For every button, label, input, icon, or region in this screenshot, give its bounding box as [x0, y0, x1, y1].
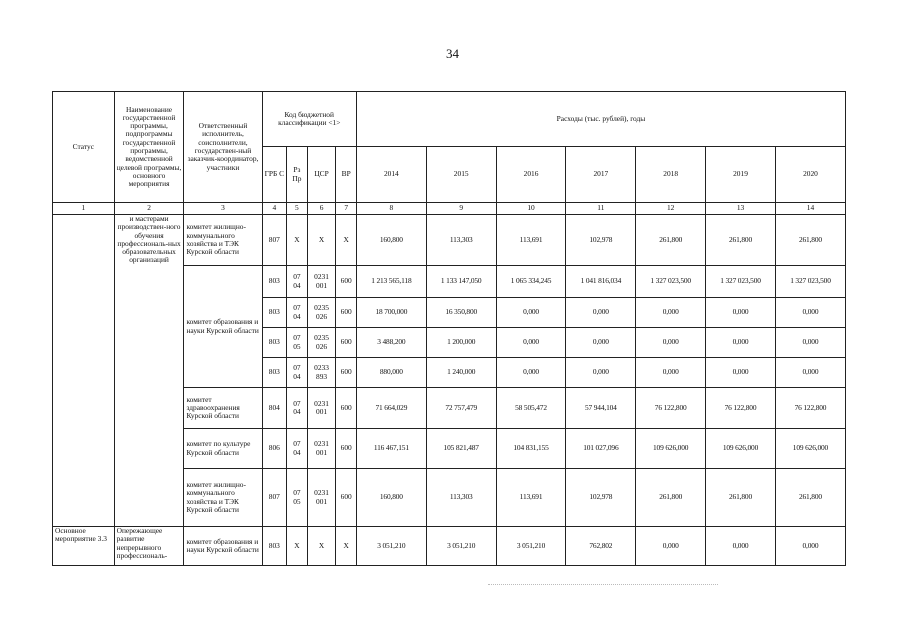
column-number: 6 — [307, 203, 336, 215]
value-cell: 16 350,800 — [426, 298, 496, 328]
header-expenses: Расходы (тыс. рублей), годы — [356, 92, 845, 147]
table-row — [53, 527, 846, 566]
value-cell: 0,000 — [636, 527, 706, 566]
csr-cell: 0235 026 — [307, 298, 336, 328]
grbs-cell: 803 — [262, 298, 287, 328]
budget-table — [52, 91, 846, 566]
value-cell: 261,800 — [706, 215, 776, 266]
header-vr: ВР — [336, 147, 357, 203]
value-cell: 0,000 — [775, 328, 845, 358]
vr-cell: 600 — [336, 328, 357, 358]
vr-cell: 600 — [336, 266, 357, 298]
program-name-cell: Опережающее развитие непрерывного профессиональ- — [114, 527, 184, 566]
value-cell: 105 821,487 — [426, 429, 496, 469]
grbs-cell: 807 — [262, 215, 287, 266]
value-cell: 261,800 — [775, 469, 845, 527]
header-year: 2014 — [356, 147, 426, 203]
executor-cell: комитет по культуре Курской области — [184, 429, 262, 469]
value-cell: 116 467,151 — [356, 429, 426, 469]
value-cell: 0,000 — [706, 328, 776, 358]
column-number: 1 — [53, 203, 115, 215]
value-cell: 57 944,104 — [566, 388, 636, 429]
header-csr: ЦСР — [307, 147, 336, 203]
value-cell: 1 041 816,034 — [566, 266, 636, 298]
program-name-cell: и мастерами производствен-ного обучения профессиональ-ных образовательных организаций — [114, 215, 184, 527]
value-cell: 0,000 — [566, 328, 636, 358]
value-cell: 0,000 — [636, 328, 706, 358]
header-year: 2020 — [775, 147, 845, 203]
page-number: 34 — [446, 46, 459, 61]
executor-cell: комитет образования и науки Курской области — [184, 527, 262, 566]
csr-cell: Х — [307, 215, 336, 266]
executor-cell: комитет жилищно-коммунального хозяйства и ТЭК Курской области — [184, 215, 262, 266]
csr-cell: 0231 001 — [307, 429, 336, 469]
status-cell: Основное мероприятие 3.3 — [53, 527, 115, 566]
vr-cell: 600 — [336, 358, 357, 388]
header-rzpr: Рз Пр — [287, 147, 308, 203]
value-cell: 0,000 — [775, 298, 845, 328]
value-cell: 0,000 — [496, 328, 566, 358]
value-cell: 113,303 — [426, 215, 496, 266]
value-cell: 1 133 147,050 — [426, 266, 496, 298]
value-cell: 880,000 — [356, 358, 426, 388]
value-cell: 3 051,210 — [496, 527, 566, 566]
value-cell: 3 488,200 — [356, 328, 426, 358]
rzpr-cell: 07 04 — [287, 298, 308, 328]
status-cell-empty — [53, 215, 115, 527]
value-cell: 160,800 — [356, 215, 426, 266]
vr-cell: Х — [336, 527, 357, 566]
header-name: Наименование государственной программы, подпрограммы государственной программы, ведомственной целевой программы, основного мероприятия — [114, 92, 184, 203]
value-cell: 1 240,000 — [426, 358, 496, 388]
executor-cell: комитет жилищно-коммунального хозяйства и ТЭК Курской области — [184, 469, 262, 527]
value-cell: 58 505,472 — [496, 388, 566, 429]
value-cell: 109 626,000 — [636, 429, 706, 469]
column-number: 7 — [336, 203, 357, 215]
rzpr-cell: 07 05 — [287, 328, 308, 358]
value-cell: 261,800 — [636, 469, 706, 527]
rzpr-cell: 07 04 — [287, 429, 308, 469]
grbs-cell: 803 — [262, 527, 287, 566]
rzpr-cell: Х — [287, 215, 308, 266]
value-cell: 3 051,210 — [356, 527, 426, 566]
column-number: 3 — [184, 203, 262, 215]
value-cell: 0,000 — [496, 298, 566, 328]
column-number: 9 — [426, 203, 496, 215]
header-year: 2017 — [566, 147, 636, 203]
table-row — [53, 215, 846, 266]
value-cell: 1 213 565,118 — [356, 266, 426, 298]
value-cell: 261,800 — [775, 215, 845, 266]
header-year: 2016 — [496, 147, 566, 203]
grbs-cell: 804 — [262, 388, 287, 429]
grbs-cell: 803 — [262, 358, 287, 388]
vr-cell: 600 — [336, 298, 357, 328]
vr-cell: 600 — [336, 388, 357, 429]
value-cell: 3 051,210 — [426, 527, 496, 566]
rzpr-cell: 07 04 — [287, 358, 308, 388]
value-cell: 101 027,096 — [566, 429, 636, 469]
value-cell: 0,000 — [706, 358, 776, 388]
column-number: 12 — [636, 203, 706, 215]
column-number: 5 — [287, 203, 308, 215]
vr-cell: Х — [336, 215, 357, 266]
value-cell: 109 626,000 — [706, 429, 776, 469]
value-cell: 0,000 — [636, 298, 706, 328]
scan-artifact-divider — [488, 584, 718, 585]
value-cell: 1 327 023,500 — [636, 266, 706, 298]
grbs-cell: 803 — [262, 328, 287, 358]
grbs-cell: 806 — [262, 429, 287, 469]
value-cell: 0,000 — [636, 358, 706, 388]
value-cell: 104 831,155 — [496, 429, 566, 469]
value-cell: 18 700,000 — [356, 298, 426, 328]
rzpr-cell: 07 04 — [287, 388, 308, 429]
column-number: 2 — [114, 203, 184, 215]
grbs-cell: 803 — [262, 266, 287, 298]
value-cell: 0,000 — [775, 358, 845, 388]
csr-cell: 0231 001 — [307, 469, 336, 527]
rzpr-cell: Х — [287, 527, 308, 566]
rzpr-cell: 07 04 — [287, 266, 308, 298]
column-number: 8 — [356, 203, 426, 215]
value-cell: 109 626,000 — [775, 429, 845, 469]
value-cell: 762,802 — [566, 527, 636, 566]
header-year: 2018 — [636, 147, 706, 203]
column-number: 14 — [775, 203, 845, 215]
value-cell: 113,691 — [496, 215, 566, 266]
value-cell: 76 122,800 — [706, 388, 776, 429]
rzpr-cell: 07 05 — [287, 469, 308, 527]
value-cell: 1 327 023,500 — [706, 266, 776, 298]
value-cell: 102,978 — [566, 215, 636, 266]
value-cell: 0,000 — [566, 358, 636, 388]
csr-cell: 0231 001 — [307, 266, 336, 298]
value-cell: 1 065 334,245 — [496, 266, 566, 298]
column-number: 10 — [496, 203, 566, 215]
value-cell: 76 122,800 — [636, 388, 706, 429]
grbs-cell: 807 — [262, 469, 287, 527]
column-number: 11 — [566, 203, 636, 215]
value-cell: 261,800 — [706, 469, 776, 527]
csr-cell: Х — [307, 527, 336, 566]
value-cell: 261,800 — [636, 215, 706, 266]
value-cell: 113,303 — [426, 469, 496, 527]
value-cell: 0,000 — [775, 527, 845, 566]
header-year: 2015 — [426, 147, 496, 203]
value-cell: 160,800 — [356, 469, 426, 527]
column-number: 4 — [262, 203, 287, 215]
value-cell: 72 757,479 — [426, 388, 496, 429]
vr-cell: 600 — [336, 429, 357, 469]
header-executor: Ответственный исполнитель, соисполнители, государствен-ный заказчик-координатор, участники — [184, 92, 262, 203]
value-cell: 71 664,029 — [356, 388, 426, 429]
header-budget-code: Код бюджетной классификации <1> — [262, 92, 356, 147]
value-cell: 0,000 — [706, 527, 776, 566]
vr-cell: 600 — [336, 469, 357, 527]
value-cell: 0,000 — [706, 298, 776, 328]
value-cell: 113,691 — [496, 469, 566, 527]
csr-cell: 0235 026 — [307, 328, 336, 358]
value-cell: 1 200,000 — [426, 328, 496, 358]
header-status: Статус — [53, 92, 115, 203]
header-year: 2019 — [706, 147, 776, 203]
executor-cell: комитет образования и науки Курской области — [184, 266, 262, 388]
value-cell: 1 327 023,500 — [775, 266, 845, 298]
value-cell: 76 122,800 — [775, 388, 845, 429]
column-number: 13 — [706, 203, 776, 215]
executor-cell: комитет здравоохранения Курской области — [184, 388, 262, 429]
csr-cell: 0231 001 — [307, 388, 336, 429]
value-cell: 0,000 — [496, 358, 566, 388]
value-cell: 0,000 — [566, 298, 636, 328]
csr-cell: 0233 893 — [307, 358, 336, 388]
value-cell: 102,978 — [566, 469, 636, 527]
header-grbs: ГРБ С — [262, 147, 287, 203]
